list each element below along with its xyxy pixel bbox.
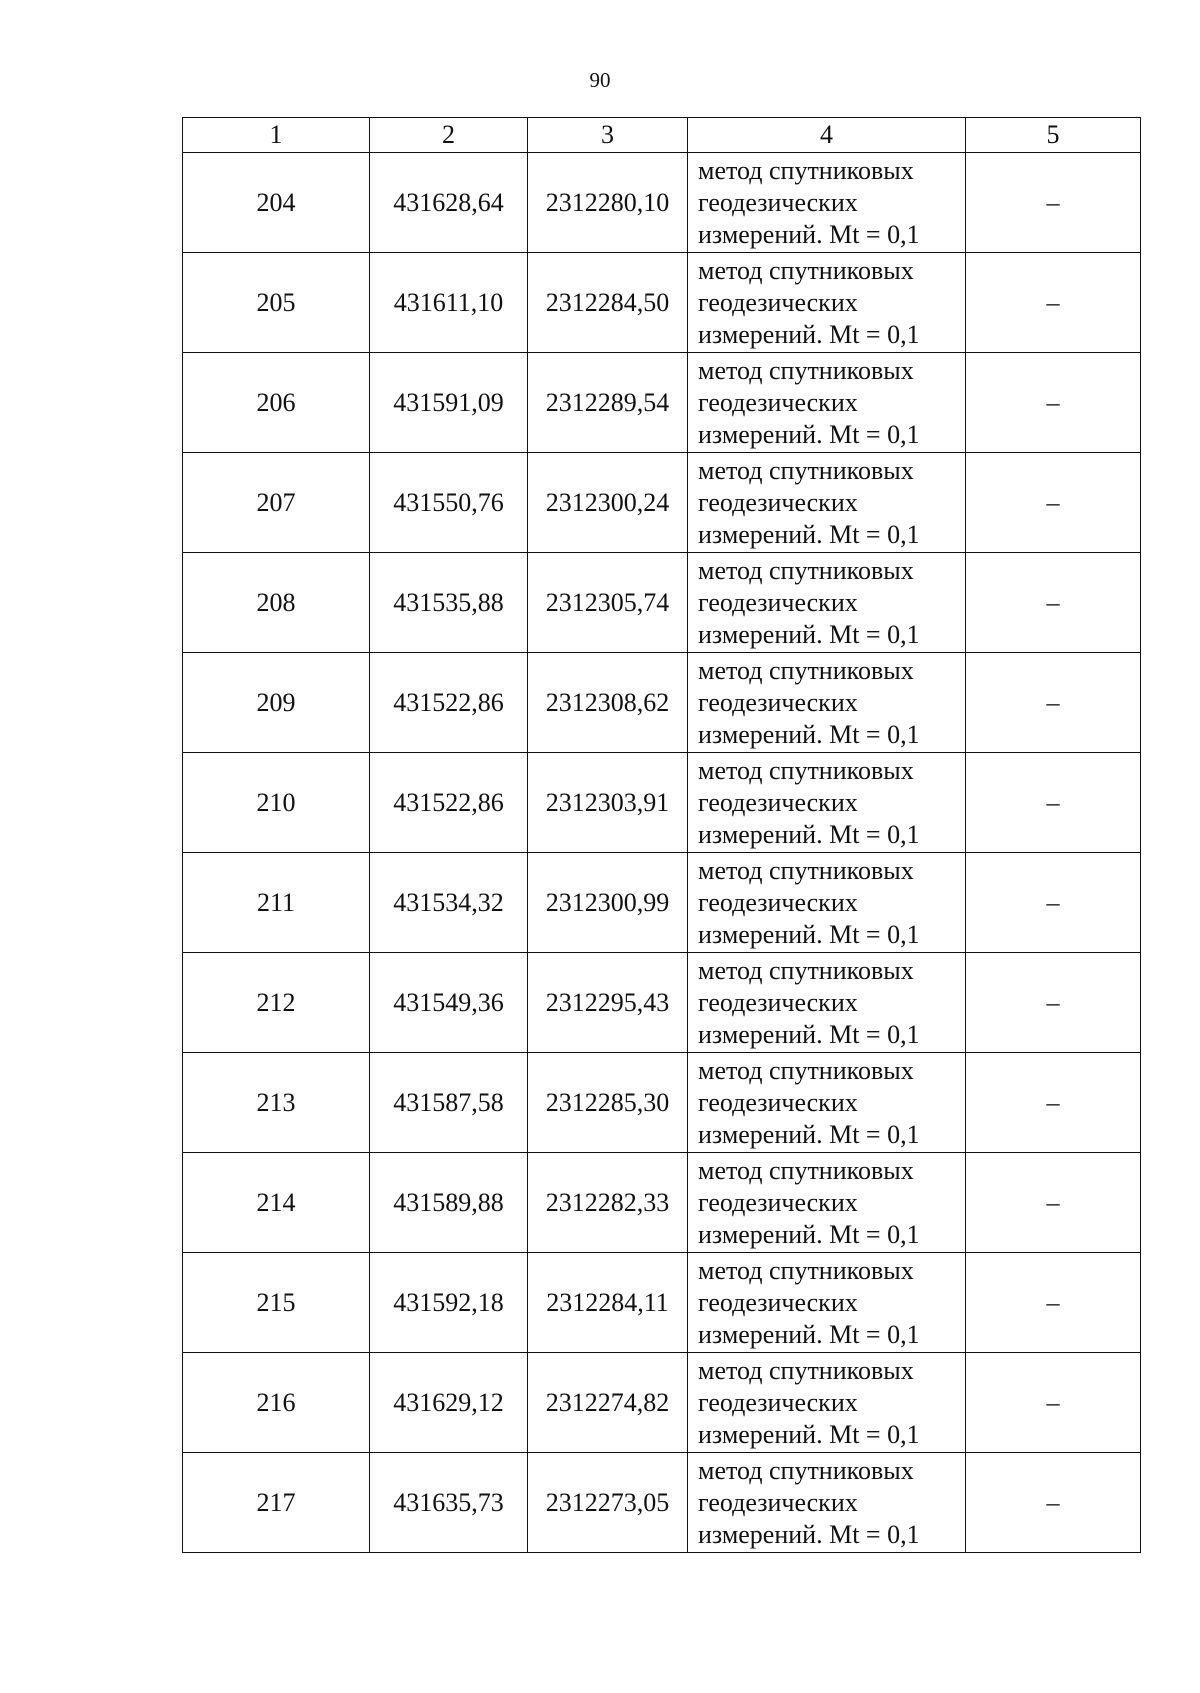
x-coordinate-cell: 431592,18 [370,1253,528,1353]
method-text-line: метод спутниковых [698,1255,914,1285]
method-text-line: измерений. Mt = 0,1 [698,919,920,949]
method-text-line: геодезических [698,387,858,417]
page-number: 90 [589,68,611,92]
y-coordinate-cell: 2312289,54 [528,353,688,453]
x-coordinate-cell: 431611,10 [370,253,528,353]
x-coordinate-cell: 431522,86 [370,653,528,753]
x-coordinate-cell: 431629,12 [370,1353,528,1453]
table-row [183,653,1141,753]
method-text-line: метод спутниковых [698,1055,914,1085]
note-cell: – [966,453,1141,553]
y-coordinate-cell: 2312284,50 [528,253,688,353]
method-cell [688,653,966,753]
method-text-line: измерений. Mt = 0,1 [698,1119,920,1149]
table-row [183,353,1141,453]
method-text-line: метод спутниковых [698,1355,914,1385]
point-cell: 215 [183,1253,370,1353]
method-cell [688,1153,966,1253]
method-text-line: измерений. Mt = 0,1 [698,419,920,449]
point-cell: 212 [183,953,370,1053]
note-cell: – [966,553,1141,653]
note-cell: – [966,1053,1141,1153]
header-row [183,118,1141,153]
table-row [183,953,1141,1053]
point-cell: 217 [183,1453,370,1553]
x-coordinate-cell: 431635,73 [370,1453,528,1553]
method-cell [688,153,966,253]
table-row [183,453,1141,553]
method-text-line: метод спутниковых [698,955,914,985]
method-text-line: измерений. Mt = 0,1 [698,1219,920,1249]
method-text-line: геодезических [698,187,858,217]
column-header-4: 4 [688,118,966,153]
table-row [183,553,1141,653]
y-coordinate-cell: 2312282,33 [528,1153,688,1253]
y-coordinate-cell: 2312300,24 [528,453,688,553]
table-row [183,1353,1141,1453]
method-text-line: метод спутниковых [698,155,914,185]
y-coordinate-cell: 2312285,30 [528,1053,688,1153]
x-coordinate-cell: 431587,58 [370,1053,528,1153]
note-cell: – [966,753,1141,853]
y-coordinate-cell: 2312280,10 [528,153,688,253]
y-coordinate-cell: 2312284,11 [528,1253,688,1353]
method-text-line: метод спутниковых [698,755,914,785]
column-header-1: 1 [183,118,370,153]
point-cell: 216 [183,1353,370,1453]
table-row [183,253,1141,353]
table-row [183,753,1141,853]
table-row [183,1053,1141,1153]
table-row [183,853,1141,953]
table-row [183,153,1141,253]
method-text-line: геодезических [698,1387,858,1417]
x-coordinate-cell: 431549,36 [370,953,528,1053]
method-text-line: измерений. Mt = 0,1 [698,1419,920,1449]
method-cell [688,553,966,653]
method-cell [688,953,966,1053]
y-coordinate-cell: 2312295,43 [528,953,688,1053]
note-cell: – [966,1353,1141,1453]
method-text-line: геодезических [698,1187,858,1217]
method-text-line: геодезических [698,487,858,517]
method-text-line: метод спутниковых [698,355,914,385]
method-cell [688,453,966,553]
method-text-line: метод спутниковых [698,1455,914,1485]
method-text-line: измерений. Mt = 0,1 [698,619,920,649]
y-coordinate-cell: 2312308,62 [528,653,688,753]
note-cell: – [966,953,1141,1053]
note-cell: – [966,353,1141,453]
coordinates-table [182,117,1141,1553]
method-cell [688,353,966,453]
column-header-5: 5 [966,118,1141,153]
table-row [183,1153,1141,1253]
method-text-line: измерений. Mt = 0,1 [698,519,920,549]
x-coordinate-cell: 431628,64 [370,153,528,253]
method-cell [688,1453,966,1553]
method-text-line: измерений. Mt = 0,1 [698,819,920,849]
x-coordinate-cell: 431535,88 [370,553,528,653]
method-cell [688,1053,966,1153]
method-text-line: метод спутниковых [698,1155,914,1185]
table-body [183,153,1141,1553]
method-text-line: измерений. Mt = 0,1 [698,719,920,749]
y-coordinate-cell: 2312303,91 [528,753,688,853]
method-text-line: измерений. Mt = 0,1 [698,1319,920,1349]
x-coordinate-cell: 431591,09 [370,353,528,453]
point-cell: 209 [183,653,370,753]
method-cell [688,853,966,953]
x-coordinate-cell: 431534,32 [370,853,528,953]
note-cell: – [966,653,1141,753]
method-text-line: геодезических [698,1087,858,1117]
method-cell [688,1253,966,1353]
method-text-line: геодезических [698,887,858,917]
y-coordinate-cell: 2312273,05 [528,1453,688,1553]
method-text-line: измерений. Mt = 0,1 [698,219,920,249]
method-text-line: геодезических [698,787,858,817]
method-text-line: геодезических [698,287,858,317]
point-cell: 210 [183,753,370,853]
method-cell [688,253,966,353]
point-cell: 211 [183,853,370,953]
table-row [183,1253,1141,1353]
note-cell: – [966,253,1141,353]
method-cell [688,1353,966,1453]
x-coordinate-cell: 431522,86 [370,753,528,853]
method-text-line: метод спутниковых [698,655,914,685]
method-text-line: метод спутниковых [698,555,914,585]
method-text-line: измерений. Mt = 0,1 [698,1519,920,1549]
method-text-line: измерений. Mt = 0,1 [698,319,920,349]
method-cell [688,753,966,853]
method-text-line: геодезических [698,687,858,717]
column-header-3: 3 [528,118,688,153]
y-coordinate-cell: 2312300,99 [528,853,688,953]
point-cell: 207 [183,453,370,553]
method-text-line: геодезических [698,987,858,1017]
point-cell: 205 [183,253,370,353]
note-cell: – [966,1253,1141,1353]
note-cell: – [966,153,1141,253]
point-cell: 204 [183,153,370,253]
point-cell: 208 [183,553,370,653]
method-text-line: геодезических [698,1287,858,1317]
table-header [183,118,1141,153]
method-text-line: геодезических [698,587,858,617]
note-cell: – [966,1153,1141,1253]
method-text-line: измерений. Mt = 0,1 [698,1019,920,1049]
method-text-line: метод спутниковых [698,255,914,285]
note-cell: – [966,1453,1141,1553]
point-cell: 214 [183,1153,370,1253]
column-header-2: 2 [370,118,528,153]
x-coordinate-cell: 431589,88 [370,1153,528,1253]
note-cell: – [966,853,1141,953]
y-coordinate-cell: 2312274,82 [528,1353,688,1453]
x-coordinate-cell: 431550,76 [370,453,528,553]
method-text-line: метод спутниковых [698,855,914,885]
y-coordinate-cell: 2312305,74 [528,553,688,653]
table-row [183,1453,1141,1553]
point-cell: 213 [183,1053,370,1153]
method-text-line: геодезических [698,1487,858,1517]
point-cell: 206 [183,353,370,453]
method-text-line: метод спутниковых [698,455,914,485]
